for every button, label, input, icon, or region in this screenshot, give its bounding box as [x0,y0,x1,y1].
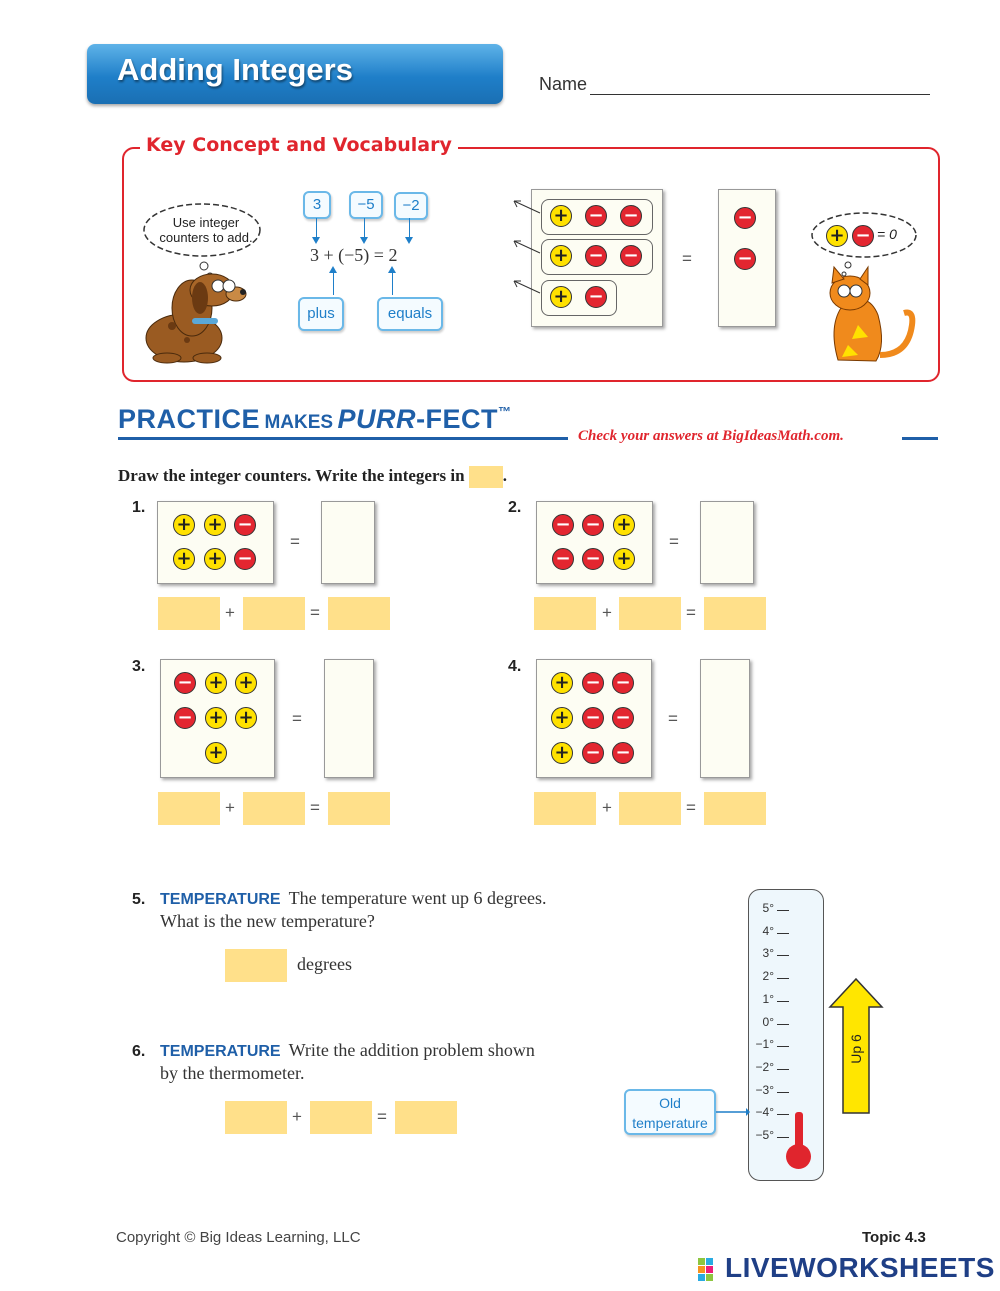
liveworksheets-logo-icon [698,1258,722,1282]
plus-sign: + [225,798,235,817]
instructions: Draw the integer counters. Write the integers in . [118,466,507,488]
question-6-text: TEMPERATURE Write the addition problem shown [160,1040,535,1060]
negative-counter: − [734,248,756,270]
cat-speech: = 0 [877,226,897,242]
thermometer-tick-label: −3° [755,1082,774,1097]
positive-counter: + [204,514,226,536]
answer-drawing-box[interactable] [324,659,374,778]
negative-counter: − [612,742,634,764]
answer-box[interactable] [243,597,305,630]
arrow [364,218,365,242]
rule-line [902,437,938,440]
dog-speech: Use integer counters to add. [159,215,253,245]
answer-box[interactable] [328,597,390,630]
name-input-line[interactable] [590,94,930,95]
thermometer-tick [777,1114,789,1115]
tag-equals: equals [377,297,443,331]
old-temperature-tag: Old temperature [624,1089,716,1135]
positive-counter: + [173,548,195,570]
negative-counter: − [552,548,574,570]
negative-counter: − [552,514,574,536]
negative-counter: − [734,207,756,229]
problem-number: 3. [132,658,146,675]
positive-counter: + [550,205,572,227]
question-6-text-line2: by the thermometer. [160,1063,305,1083]
equals-sign: = [669,532,679,551]
answer-box[interactable] [619,792,681,825]
problem-number: 2. [508,499,522,516]
negative-counter: − [582,742,604,764]
plus-sign: + [602,603,612,622]
degrees-label: degrees [297,954,352,974]
answer-box[interactable] [243,792,305,825]
page-title: Adding Integers [117,52,353,87]
positive-counter: + [550,286,572,308]
negative-counter: − [582,672,604,694]
positive-counter: + [205,672,227,694]
tag-neg-five: −5 [349,191,383,219]
negative-counter: − [582,707,604,729]
plus-sign: + [292,1107,302,1126]
answer-box[interactable] [395,1101,457,1134]
arrow [333,268,334,295]
thermometer-tick [777,910,789,911]
thermometer-tick-label: −2° [755,1059,774,1074]
positive-counter: + [613,514,635,536]
positive-counter: + [204,548,226,570]
answer-drawing-box[interactable] [321,501,375,584]
copyright: Copyright © Big Ideas Learning, LLC [116,1229,361,1246]
negative-counter: − [585,286,607,308]
thermometer-tick [777,933,789,934]
pair-arrows [508,195,542,305]
title-banner [87,44,503,104]
thermometer-tick-label: 4° [762,923,774,938]
equals-sign: = [292,709,302,728]
positive-counter: + [235,707,257,729]
equals-sign: = [310,603,320,622]
thermometer-tick [777,1024,789,1025]
answer-drawing-box[interactable] [700,659,750,778]
positive-counter: + [205,707,227,729]
positive-counter: + [551,707,573,729]
tag-neg-two: −2 [394,192,428,220]
answer-box[interactable] [225,1101,287,1134]
question-5-text-line2: What is the new temperature? [160,911,375,931]
positive-counter: + [826,225,848,247]
thermometer-tick-label: 1° [762,991,774,1006]
thermometer-tick [777,1069,789,1070]
negative-counter: − [174,707,196,729]
answer-box[interactable] [704,597,766,630]
key-concept-title: Key Concept and Vocabulary [140,134,458,156]
answer-box[interactable] [310,1101,372,1134]
thermometer-tick-label: 5° [762,901,774,915]
negative-counter: − [582,548,604,570]
positive-counter: + [550,245,572,267]
negative-counter: − [234,514,256,536]
thermometer-tick [777,1092,789,1093]
answer-box[interactable] [704,792,766,825]
check-answers-note: Check your answers at BigIdeasMath.com. [578,428,844,444]
arrow [409,218,410,242]
question-5-text: TEMPERATURE The temperature went up 6 degrees. [160,888,547,908]
tag-plus: plus [298,297,344,331]
answer-box[interactable] [328,792,390,825]
negative-counter: − [582,514,604,536]
positive-counter: + [205,742,227,764]
negative-counter: − [612,672,634,694]
answer-box-sample [469,466,503,488]
problem-number: 4. [508,658,522,675]
new-temperature-input[interactable] [225,949,287,982]
problem-number: 1. [132,499,146,516]
equals-sign: = [668,709,678,728]
thermometer-tick-label: −1° [755,1037,774,1052]
liveworksheets-brand: LIVEWORKSHEETS [725,1252,995,1283]
name-label: Name [539,74,588,94]
question-number: 5. [132,891,146,908]
answer-box[interactable] [534,792,596,825]
answer-box[interactable] [619,597,681,630]
thermometer-tick [777,955,789,956]
arrow [392,268,393,295]
plus-sign: + [225,603,235,622]
thermometer-tick-label: 3° [762,946,774,961]
negative-counter: − [620,205,642,227]
answer-drawing-box[interactable] [700,501,754,584]
negative-counter: − [234,548,256,570]
thermometer-tick-label: −5° [755,1128,774,1142]
thermometer-tick [777,978,789,979]
negative-counter: − [585,245,607,267]
equals-sign: = [377,1107,387,1126]
up-six-label: Up 6 [848,1034,864,1064]
equals-sign: = [686,798,696,817]
rule-line [118,437,568,440]
negative-counter: − [852,225,874,247]
positive-counter: + [173,514,195,536]
positive-counter: + [551,742,573,764]
thermometer-tick [777,1001,789,1002]
pointer-arrow-icon [716,1106,750,1118]
arrow [316,218,317,242]
thermometer-tick [777,1137,789,1138]
positive-counter: + [235,672,257,694]
topic-label: Topic 4.3 [862,1229,926,1246]
thermometer-bulb [786,1144,811,1169]
thermometer-tick-label: −4° [755,1105,774,1120]
thermometer-tick [777,1046,789,1047]
positive-counter: + [613,548,635,570]
practice-heading: PRACTICE MAKES PURR-FECT™ [118,404,512,434]
plus-sign: + [602,798,612,817]
equals-sign: = [290,532,300,551]
question-number: 6. [132,1043,146,1060]
positive-counter: + [551,672,573,694]
negative-counter: − [612,707,634,729]
negative-counter: − [620,245,642,267]
equals-sign: = [682,249,692,268]
equals-sign: = [686,603,696,622]
equals-sign: = [310,798,320,817]
answer-box[interactable] [158,597,220,630]
tag-three: 3 [303,191,331,219]
negative-counter: − [585,205,607,227]
negative-counter: − [174,672,196,694]
thermometer-tick-label: 2° [762,969,774,984]
answer-box[interactable] [158,792,220,825]
answer-box[interactable] [534,597,596,630]
example-equation: 3 + (−5) = 2 [310,245,398,265]
thermometer-tick-label: 0° [762,1014,774,1029]
